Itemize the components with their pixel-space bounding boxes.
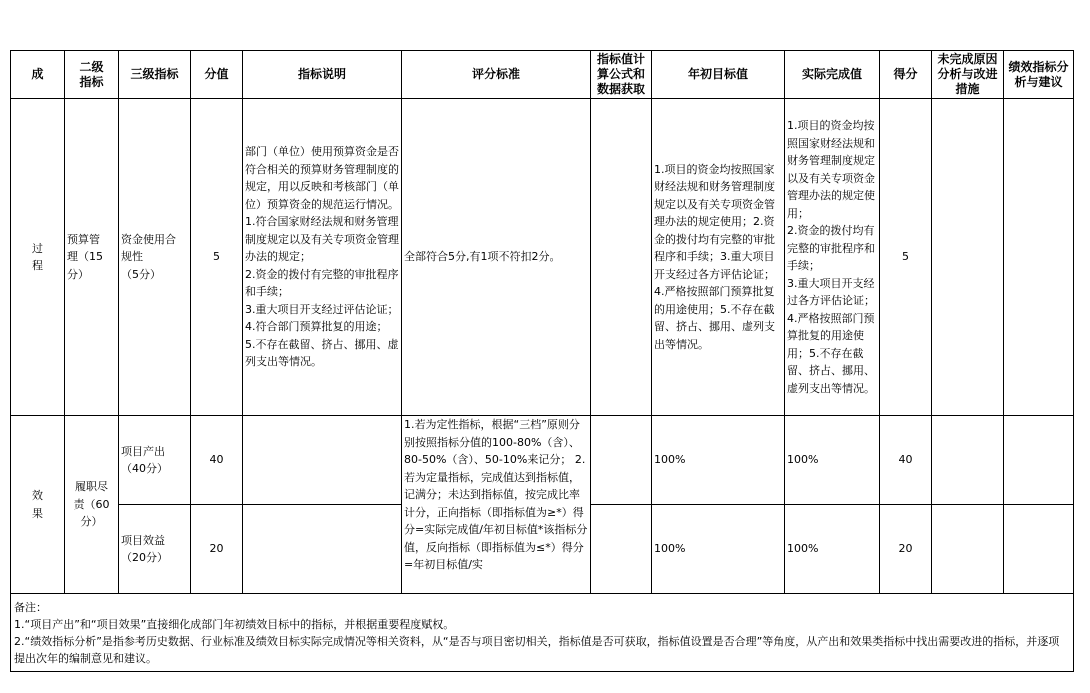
cell-process-analysis xyxy=(1004,99,1074,416)
cell-benefit-level3: 项目效益 （20分） xyxy=(119,505,191,594)
header-desc: 指标说明 xyxy=(243,51,402,99)
cell-benefit-score: 20 xyxy=(880,505,932,594)
cell-benefit-target: 100% xyxy=(652,505,785,594)
evaluation-table xyxy=(10,50,1074,672)
cell-effect-criteria xyxy=(402,416,591,594)
header-analysis: 绩效指标分 析与建议 xyxy=(1004,51,1074,99)
header-criteria: 评分标准 xyxy=(402,51,591,99)
cell-benefit-analysis xyxy=(1004,505,1074,594)
cell-process-formula xyxy=(591,99,652,416)
cell-process-target xyxy=(652,99,785,416)
process-target-text: 1.项目的资金均按照国家财经法规和财务管理制度规定以及有关专项资金管理办法的规定使用；2.资金的拨付均有完整的审批程序和手续；3.重大项目开支经过各方评估论证； 4.严格按照部门预算批复的用途使用；5.不存在截留、挤占、挪用、虚列支出等情况。 xyxy=(654,162,775,351)
cell-benefit-value: 20 xyxy=(191,505,243,594)
cell-benefit-actual: 100% xyxy=(785,505,880,594)
table-row-notes xyxy=(11,594,1074,672)
cell-output-level3: 项目产出 （40分） xyxy=(119,416,191,505)
cell-process-level3: 资金使用合 规性 （5分） xyxy=(119,99,191,416)
process-actual-text: 1.项目的资金均按照国家财经法规和财务管理制度规定以及有关专项资金管理办法的规定使用； 2.资金的拨付均有完整的审批程序和手续； 3.重大项目开支经过各方评估论证；4.严格按照部门预算批复的用途使用；5.不存在截留、挤占、挪用、虚列支出等情况。 xyxy=(787,119,875,395)
table-row-effect-output xyxy=(11,416,1074,505)
notes-cell xyxy=(11,594,1074,672)
cell-benefit-reason xyxy=(932,505,1004,594)
effect-criteria-text: 1.若为定性指标，根据“三档”原则分别按照指标分值的100-80%（含）、80-50%（含）、50-10%来记分； 2.若为定量指标，完成值达到指标值，记满分；未达到指标值，按完成比率计分，正向指标（即指标值为≥*）得分=实际完成值/年初目标值*该指标分值，反向指标（即指标值为≤*）得分=年初目标值/实 xyxy=(404,418,588,571)
cell-process-score: 5 xyxy=(880,99,932,416)
cell-process-value: 5 xyxy=(191,99,243,416)
header-cheng: 成 xyxy=(11,51,65,99)
cell-output-formula xyxy=(591,416,652,505)
process-desc-text: 部门（单位）使用预算资金是否符合相关的预算财务管理制度的规定，用以反映和考核部门（单位）预算资金的规范运行情况。 1.符合国家财经法规和财务管理制度规定以及有关专项资金管理办法的规定； 2.资金的拨付有完整的审批程序和手续； 3.重大项目开支经过评估论证； 4.符合部门预算批复的用途； 5.不存在截留、挤占、挪用、虚列支出等情况。 xyxy=(245,145,399,369)
cell-process-cat: 过 程 xyxy=(11,99,65,416)
cell-output-actual: 100% xyxy=(785,416,880,505)
cell-output-reason xyxy=(932,416,1004,505)
header-row xyxy=(11,51,1074,99)
header-level3: 三级指标 xyxy=(119,51,191,99)
cell-output-score: 40 xyxy=(880,416,932,505)
header-target: 年初目标值 xyxy=(652,51,785,99)
cell-process-level2: 预算管 理（15 分） xyxy=(65,99,119,416)
cell-benefit-formula xyxy=(591,505,652,594)
notes-line-2: 2.“绩效指标分析”是指参考历史数据、行业标准及绩效目标实际完成情况等相关资料，从“是否与项目密切相关，指标值是否可获取，指标值设置是否合理”等角度，从产出和效果类指标中找出需要改进的指标，并逐项提出次年的编制意见和建议。 xyxy=(14,635,1060,665)
cell-process-actual xyxy=(785,99,880,416)
notes-line-1: 1.“项目产出”和“项目效果”直接细化成部门年初绩效目标中的指标，并根据重要程度赋权。 xyxy=(14,618,455,631)
performance-evaluation-sheet xyxy=(10,50,1073,672)
table-row-process xyxy=(11,99,1074,416)
cell-output-value: 40 xyxy=(191,416,243,505)
cell-effect-cat: 效 果 xyxy=(11,416,65,594)
cell-effect-level2: 履职尽 责（60 分） xyxy=(65,416,119,594)
cell-benefit-desc xyxy=(243,505,402,594)
cell-output-analysis xyxy=(1004,416,1074,505)
header-reason: 未完成原因 分析与改进 措施 xyxy=(932,51,1004,99)
header-score-value: 分值 xyxy=(191,51,243,99)
header-actual: 实际完成值 xyxy=(785,51,880,99)
cell-process-criteria: 全部符合5分,有1项不符扣2分。 xyxy=(402,99,591,416)
cell-process-reason xyxy=(932,99,1004,416)
header-level2: 二级 指标 xyxy=(65,51,119,99)
header-score: 得分 xyxy=(880,51,932,99)
cell-process-desc xyxy=(243,99,402,416)
notes-title: 备注： xyxy=(14,601,47,614)
cell-output-target: 100% xyxy=(652,416,785,505)
cell-output-desc xyxy=(243,416,402,505)
header-formula: 指标值计 算公式和 数据获取 xyxy=(591,51,652,99)
